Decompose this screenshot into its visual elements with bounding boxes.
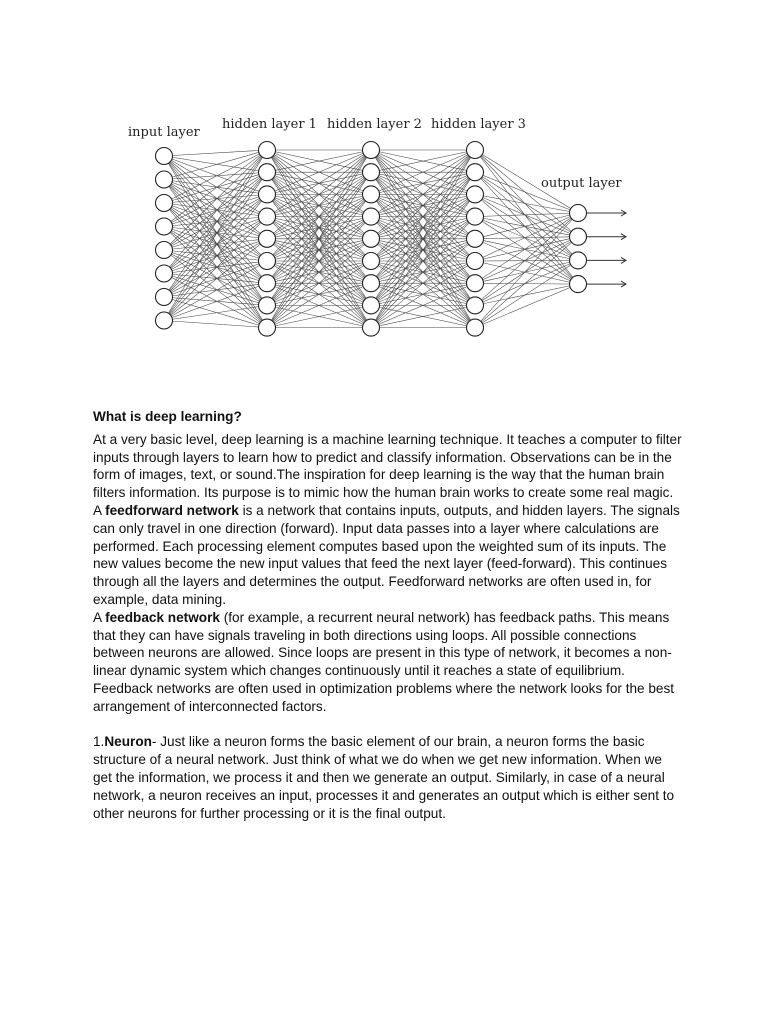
hidden-layer-1-label: hidden layer 1 bbox=[222, 117, 317, 132]
neural-network-diagram bbox=[120, 108, 640, 370]
neuron-node bbox=[259, 142, 276, 159]
neuron-node bbox=[363, 253, 380, 270]
feedforward-prefix: A bbox=[93, 502, 106, 518]
neuron-node bbox=[156, 265, 173, 282]
neuron-node bbox=[156, 312, 173, 329]
connection-line bbox=[164, 261, 267, 274]
connection-line bbox=[164, 239, 267, 250]
connection-line bbox=[164, 261, 267, 321]
connection-line bbox=[475, 237, 578, 284]
connection-line bbox=[164, 194, 267, 273]
neuron-prefix: 1. bbox=[93, 734, 105, 750]
connection-line bbox=[164, 180, 267, 195]
neuron-node bbox=[156, 218, 173, 235]
neuron-paragraph bbox=[93, 733, 683, 822]
neuron-term: Neuron bbox=[104, 734, 152, 750]
neuron-node bbox=[259, 319, 276, 336]
neuron-text: - Just like a neuron forms the basic element of our brain, a neuron forms the basic structure of a neural network. Just think of what we do when we get new information. When we get the information, we process it and then we generate an output. Similarly, in case of a neural network, a neuron receives an input, processes it and generates an output which is either sent to other neurons for further processing or it is the final output. bbox=[93, 734, 675, 821]
neuron-node bbox=[363, 319, 380, 336]
neuron-node bbox=[570, 252, 587, 269]
neuron-node bbox=[467, 230, 484, 247]
neuron-node bbox=[363, 208, 380, 225]
neuron-node bbox=[156, 148, 173, 165]
connection-line bbox=[164, 321, 267, 328]
neuron-node bbox=[363, 297, 380, 314]
output-layer-label: output layer bbox=[541, 176, 622, 191]
connection-line bbox=[164, 150, 267, 203]
neuron-node bbox=[467, 253, 484, 270]
neuron-node bbox=[467, 319, 484, 336]
connection-line bbox=[475, 260, 578, 305]
neuron-node bbox=[363, 275, 380, 292]
neuron-node bbox=[570, 276, 587, 293]
neuron-node bbox=[259, 164, 276, 181]
neuron-node bbox=[467, 208, 484, 225]
section-heading: What is deep learning? bbox=[93, 409, 242, 424]
neuron-node bbox=[467, 142, 484, 159]
neuron-node bbox=[259, 253, 276, 270]
feedforward-text: is a network that contains inputs, outputs, and hidden layers. The signals can only travel in one direction (forward). Input data passes into a layer where calculations are performed. Each processing element computes based upon the weighted sum of its inputs. The new values become the new input values that feed the next layer (feed-forward). This continues through all the layers and determines the output. Feedforward networks are often used in, for example, data mining. bbox=[93, 502, 680, 607]
connection-line bbox=[475, 284, 578, 328]
input-layer-label: input layer bbox=[128, 125, 200, 140]
neuron-node bbox=[467, 164, 484, 181]
neuron-node bbox=[156, 195, 173, 212]
connection-line bbox=[475, 260, 578, 261]
connection-line bbox=[164, 172, 267, 320]
neuron-node bbox=[156, 289, 173, 306]
feedback-paragraph bbox=[93, 609, 683, 716]
network-neurons bbox=[156, 142, 587, 337]
connection-line bbox=[164, 250, 267, 261]
neuron-node bbox=[259, 297, 276, 314]
neuron-node bbox=[570, 205, 587, 222]
feedforward-term: feedforward network bbox=[105, 502, 239, 518]
connection-line bbox=[475, 284, 578, 305]
hidden-layer-3-label: hidden layer 3 bbox=[431, 117, 526, 132]
neuron-node bbox=[467, 297, 484, 314]
connection-line bbox=[475, 260, 578, 283]
connection-line bbox=[475, 239, 578, 284]
neuron-node bbox=[363, 142, 380, 159]
neuron-node bbox=[363, 186, 380, 203]
connection-line bbox=[475, 237, 578, 306]
feedback-text: (for example, a recurrent neural network) has feedback paths. This means that they can have signals traveling in both directions using loops. All possible connections between neurons are allowed. Since loops are present in this type of network, it becomes a non-linear dynamic system which changes continuously until it reaches a state of equilibrium. Feedback networks are often used in optimization problems where the network looks for the best arrangement of interconnected factors. bbox=[93, 609, 675, 714]
neuron-node bbox=[570, 228, 587, 245]
feedforward-paragraph bbox=[93, 502, 683, 609]
feedback-prefix: A bbox=[93, 609, 106, 625]
neuron-node bbox=[259, 208, 276, 225]
neuron-node bbox=[363, 230, 380, 247]
paragraph-gap bbox=[93, 716, 683, 734]
neuron-node bbox=[156, 171, 173, 188]
neuron-node bbox=[467, 275, 484, 292]
connection-line bbox=[164, 156, 267, 172]
intro-paragraph: At a very basic level, deep learning is a machine learning technique. It teaches a computer to filter inputs through layers to learn how to predict and classify information. Observations can be in the form of images, text, or sound.The inspiration for deep learning is the way that the human brain filters information. Its purpose is to mimic how the human brain works to create some real magic. bbox=[93, 431, 682, 501]
connection-line bbox=[164, 150, 267, 156]
connection-line bbox=[164, 180, 267, 262]
output-arrows bbox=[587, 210, 627, 287]
neuron-node bbox=[259, 186, 276, 203]
article-body bbox=[93, 408, 683, 822]
neuron-node bbox=[467, 186, 484, 203]
hidden-layer-2-label: hidden layer 2 bbox=[327, 117, 422, 132]
neuron-node bbox=[156, 242, 173, 259]
neuron-node bbox=[259, 230, 276, 247]
neuron-node bbox=[259, 275, 276, 292]
connection-line bbox=[475, 283, 578, 284]
feedback-term: feedback network bbox=[105, 609, 220, 625]
neuron-node bbox=[363, 164, 380, 181]
connection-line bbox=[164, 305, 267, 320]
connection-line bbox=[164, 217, 267, 297]
connection-line bbox=[164, 239, 267, 321]
